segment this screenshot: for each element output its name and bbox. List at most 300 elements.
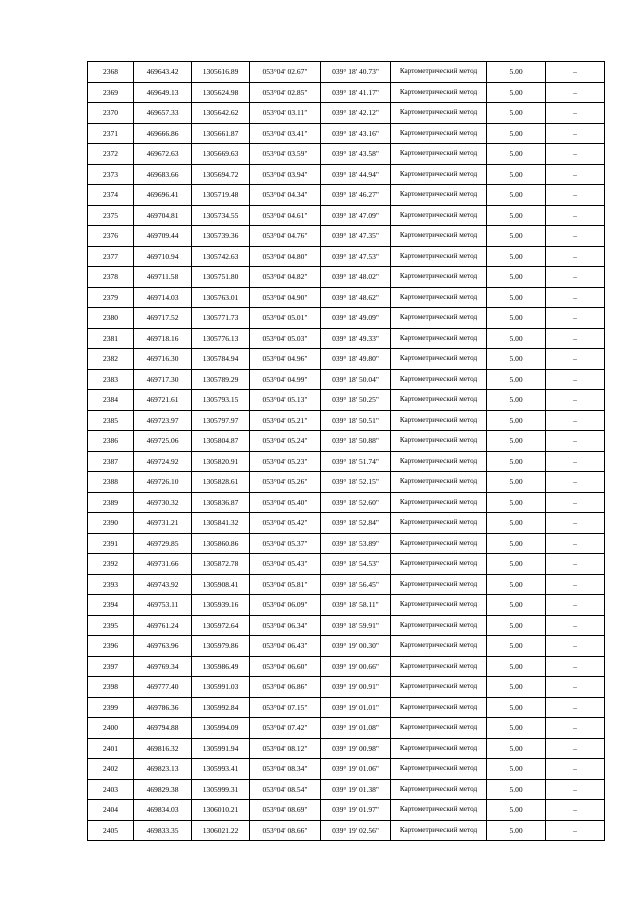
longitude-cell: 039° 18' 50.04" — [321, 369, 391, 390]
point-number-cell: 2405 — [88, 820, 134, 841]
x-coordinate-cell: 469731.66 — [134, 554, 192, 575]
latitude-cell: 053°04' 08.12" — [250, 738, 321, 759]
latitude-cell: 053°04' 05.43" — [250, 554, 321, 575]
point-number-cell: 2369 — [88, 82, 134, 103]
y-coordinate-cell: 1305789.29 — [192, 369, 250, 390]
method-cell: Картометрический метод — [391, 513, 487, 534]
point-number-cell: 2400 — [88, 718, 134, 739]
y-coordinate-cell: 1305642.62 — [192, 103, 250, 124]
table-row — [88, 123, 605, 144]
point-number-cell: 2388 — [88, 472, 134, 493]
latitude-cell: 053°04' 08.66" — [250, 820, 321, 841]
longitude-cell: 039° 18' 58.11" — [321, 595, 391, 616]
latitude-cell: 053°04' 02.67" — [250, 62, 321, 83]
longitude-cell: 039° 18' 47.09" — [321, 205, 391, 226]
method-cell: Картометрический метод — [391, 615, 487, 636]
y-coordinate-cell: 1305751.80 — [192, 267, 250, 288]
accuracy-cell: 5.00 — [487, 144, 546, 165]
longitude-cell: 039° 18' 43.58" — [321, 144, 391, 165]
accuracy-cell: 5.00 — [487, 677, 546, 698]
table-row — [88, 226, 605, 247]
longitude-cell: 039° 18' 46.27" — [321, 185, 391, 206]
x-coordinate-cell: 469709.44 — [134, 226, 192, 247]
x-coordinate-cell: 469743.92 — [134, 574, 192, 595]
method-cell: Картометрический метод — [391, 595, 487, 616]
latitude-cell: 053°04' 03.94" — [250, 164, 321, 185]
accuracy-cell: 5.00 — [487, 533, 546, 554]
latitude-cell: 053°04' 04.80" — [250, 246, 321, 267]
note-cell: – — [546, 431, 605, 452]
point-number-cell: 2372 — [88, 144, 134, 165]
coordinates-table — [87, 61, 605, 841]
y-coordinate-cell: 1305939.16 — [192, 595, 250, 616]
note-cell: – — [546, 390, 605, 411]
accuracy-cell: 5.00 — [487, 82, 546, 103]
accuracy-cell: 5.00 — [487, 410, 546, 431]
table-row — [88, 410, 605, 431]
latitude-cell: 053°04' 05.81" — [250, 574, 321, 595]
point-number-cell: 2376 — [88, 226, 134, 247]
note-cell: – — [546, 615, 605, 636]
y-coordinate-cell: 1305734.55 — [192, 205, 250, 226]
y-coordinate-cell: 1306010.21 — [192, 800, 250, 821]
longitude-cell: 039° 19' 00.91" — [321, 677, 391, 698]
longitude-cell: 039° 18' 50.25" — [321, 390, 391, 411]
note-cell: – — [546, 595, 605, 616]
point-number-cell: 2402 — [88, 759, 134, 780]
table-row — [88, 185, 605, 206]
longitude-cell: 039° 18' 56.45" — [321, 574, 391, 595]
longitude-cell: 039° 18' 59.91" — [321, 615, 391, 636]
latitude-cell: 053°04' 03.11" — [250, 103, 321, 124]
point-number-cell: 2381 — [88, 328, 134, 349]
note-cell: – — [546, 759, 605, 780]
x-coordinate-cell: 469710.94 — [134, 246, 192, 267]
accuracy-cell: 5.00 — [487, 369, 546, 390]
y-coordinate-cell: 1305872.78 — [192, 554, 250, 575]
longitude-cell: 039° 18' 54.53" — [321, 554, 391, 575]
point-number-cell: 2386 — [88, 431, 134, 452]
longitude-cell: 039° 18' 44.94" — [321, 164, 391, 185]
note-cell: – — [546, 287, 605, 308]
note-cell: – — [546, 472, 605, 493]
latitude-cell: 053°04' 04.76" — [250, 226, 321, 247]
latitude-cell: 053°04' 07.15" — [250, 697, 321, 718]
note-cell: – — [546, 164, 605, 185]
x-coordinate-cell: 469730.32 — [134, 492, 192, 513]
y-coordinate-cell: 1305616.89 — [192, 62, 250, 83]
point-number-cell: 2370 — [88, 103, 134, 124]
accuracy-cell: 5.00 — [487, 390, 546, 411]
longitude-cell: 039° 19' 01.38" — [321, 779, 391, 800]
x-coordinate-cell: 469834.03 — [134, 800, 192, 821]
y-coordinate-cell: 1305992.84 — [192, 697, 250, 718]
x-coordinate-cell: 469643.42 — [134, 62, 192, 83]
table-row — [88, 595, 605, 616]
y-coordinate-cell: 1305986.49 — [192, 656, 250, 677]
note-cell: – — [546, 800, 605, 821]
accuracy-cell: 5.00 — [487, 800, 546, 821]
accuracy-cell: 5.00 — [487, 492, 546, 513]
method-cell: Картометрический метод — [391, 328, 487, 349]
latitude-cell: 053°04' 04.61" — [250, 205, 321, 226]
accuracy-cell: 5.00 — [487, 205, 546, 226]
latitude-cell: 053°04' 08.54" — [250, 779, 321, 800]
point-number-cell: 2394 — [88, 595, 134, 616]
accuracy-cell: 5.00 — [487, 656, 546, 677]
y-coordinate-cell: 1305991.03 — [192, 677, 250, 698]
accuracy-cell: 5.00 — [487, 718, 546, 739]
point-number-cell: 2404 — [88, 800, 134, 821]
longitude-cell: 039° 18' 50.51" — [321, 410, 391, 431]
latitude-cell: 053°04' 07.42" — [250, 718, 321, 739]
table-row — [88, 820, 605, 841]
y-coordinate-cell: 1305836.87 — [192, 492, 250, 513]
latitude-cell: 053°04' 04.99" — [250, 369, 321, 390]
latitude-cell: 053°04' 05.24" — [250, 431, 321, 452]
method-cell: Картометрический метод — [391, 164, 487, 185]
y-coordinate-cell: 1305771.73 — [192, 308, 250, 329]
x-coordinate-cell: 469666.86 — [134, 123, 192, 144]
method-cell: Картометрический метод — [391, 123, 487, 144]
table-row — [88, 636, 605, 657]
latitude-cell: 053°04' 02.85" — [250, 82, 321, 103]
method-cell: Картометрический метод — [391, 492, 487, 513]
table-row — [88, 615, 605, 636]
table-row — [88, 287, 605, 308]
x-coordinate-cell: 469769.34 — [134, 656, 192, 677]
point-number-cell: 2377 — [88, 246, 134, 267]
note-cell: – — [546, 267, 605, 288]
x-coordinate-cell: 469716.30 — [134, 349, 192, 370]
point-number-cell: 2401 — [88, 738, 134, 759]
table-row — [88, 82, 605, 103]
table-row — [88, 267, 605, 288]
method-cell: Картометрический метод — [391, 738, 487, 759]
x-coordinate-cell: 469725.06 — [134, 431, 192, 452]
x-coordinate-cell: 469717.52 — [134, 308, 192, 329]
x-coordinate-cell: 469714.03 — [134, 287, 192, 308]
note-cell: – — [546, 574, 605, 595]
note-cell: – — [546, 103, 605, 124]
longitude-cell: 039° 18' 52.15" — [321, 472, 391, 493]
x-coordinate-cell: 469717.30 — [134, 369, 192, 390]
table-row — [88, 349, 605, 370]
note-cell: – — [546, 554, 605, 575]
table-row — [88, 779, 605, 800]
table-row — [88, 472, 605, 493]
longitude-cell: 039° 18' 52.84" — [321, 513, 391, 534]
x-coordinate-cell: 469649.13 — [134, 82, 192, 103]
longitude-cell: 039° 18' 40.73" — [321, 62, 391, 83]
latitude-cell: 053°04' 03.59" — [250, 144, 321, 165]
method-cell: Картометрический метод — [391, 800, 487, 821]
y-coordinate-cell: 1305979.86 — [192, 636, 250, 657]
y-coordinate-cell: 1305908.41 — [192, 574, 250, 595]
point-number-cell: 2393 — [88, 574, 134, 595]
method-cell: Картометрический метод — [391, 574, 487, 595]
longitude-cell: 039° 19' 00.30" — [321, 636, 391, 657]
longitude-cell: 039° 19' 01.08" — [321, 718, 391, 739]
latitude-cell: 053°04' 06.60" — [250, 656, 321, 677]
method-cell: Картометрический метод — [391, 410, 487, 431]
accuracy-cell: 5.00 — [487, 267, 546, 288]
method-cell: Картометрический метод — [391, 267, 487, 288]
latitude-cell: 053°04' 05.13" — [250, 390, 321, 411]
point-number-cell: 2378 — [88, 267, 134, 288]
method-cell: Картометрический метод — [391, 759, 487, 780]
table-row — [88, 574, 605, 595]
method-cell: Картометрический метод — [391, 718, 487, 739]
note-cell: – — [546, 697, 605, 718]
method-cell: Картометрический метод — [391, 390, 487, 411]
latitude-cell: 053°04' 08.34" — [250, 759, 321, 780]
accuracy-cell: 5.00 — [487, 451, 546, 472]
method-cell: Картометрический метод — [391, 697, 487, 718]
point-number-cell: 2397 — [88, 656, 134, 677]
point-number-cell: 2379 — [88, 287, 134, 308]
table-body — [88, 62, 605, 841]
note-cell: – — [546, 636, 605, 657]
latitude-cell: 053°04' 04.82" — [250, 267, 321, 288]
accuracy-cell: 5.00 — [487, 287, 546, 308]
method-cell: Картометрический метод — [391, 820, 487, 841]
y-coordinate-cell: 1305993.41 — [192, 759, 250, 780]
x-coordinate-cell: 469704.81 — [134, 205, 192, 226]
y-coordinate-cell: 1305742.63 — [192, 246, 250, 267]
method-cell: Картометрический метод — [391, 103, 487, 124]
accuracy-cell: 5.00 — [487, 738, 546, 759]
x-coordinate-cell: 469823.13 — [134, 759, 192, 780]
method-cell: Картометрический метод — [391, 431, 487, 452]
y-coordinate-cell: 1305661.87 — [192, 123, 250, 144]
x-coordinate-cell: 469683.66 — [134, 164, 192, 185]
y-coordinate-cell: 1305860.86 — [192, 533, 250, 554]
accuracy-cell: 5.00 — [487, 246, 546, 267]
accuracy-cell: 5.00 — [487, 308, 546, 329]
accuracy-cell: 5.00 — [487, 513, 546, 534]
y-coordinate-cell: 1305719.48 — [192, 185, 250, 206]
x-coordinate-cell: 469794.88 — [134, 718, 192, 739]
point-number-cell: 2383 — [88, 369, 134, 390]
method-cell: Картометрический метод — [391, 62, 487, 83]
accuracy-cell: 5.00 — [487, 62, 546, 83]
x-coordinate-cell: 469672.63 — [134, 144, 192, 165]
table-row — [88, 144, 605, 165]
latitude-cell: 053°04' 05.01" — [250, 308, 321, 329]
note-cell: – — [546, 779, 605, 800]
note-cell: – — [546, 226, 605, 247]
longitude-cell: 039° 19' 01.01" — [321, 697, 391, 718]
note-cell: – — [546, 451, 605, 472]
longitude-cell: 039° 18' 49.33" — [321, 328, 391, 349]
method-cell: Картометрический метод — [391, 185, 487, 206]
latitude-cell: 053°04' 03.41" — [250, 123, 321, 144]
latitude-cell: 053°04' 05.21" — [250, 410, 321, 431]
longitude-cell: 039° 18' 47.53" — [321, 246, 391, 267]
latitude-cell: 053°04' 05.23" — [250, 451, 321, 472]
point-number-cell: 2387 — [88, 451, 134, 472]
accuracy-cell: 5.00 — [487, 595, 546, 616]
accuracy-cell: 5.00 — [487, 574, 546, 595]
x-coordinate-cell: 469816.32 — [134, 738, 192, 759]
note-cell: – — [546, 349, 605, 370]
note-cell: – — [546, 62, 605, 83]
table-row — [88, 677, 605, 698]
accuracy-cell: 5.00 — [487, 472, 546, 493]
note-cell: – — [546, 533, 605, 554]
point-number-cell: 2399 — [88, 697, 134, 718]
point-number-cell: 2392 — [88, 554, 134, 575]
method-cell: Картометрический метод — [391, 656, 487, 677]
y-coordinate-cell: 1305793.15 — [192, 390, 250, 411]
x-coordinate-cell: 469777.40 — [134, 677, 192, 698]
x-coordinate-cell: 469724.92 — [134, 451, 192, 472]
x-coordinate-cell: 469731.21 — [134, 513, 192, 534]
note-cell: – — [546, 656, 605, 677]
table-row — [88, 697, 605, 718]
point-number-cell: 2373 — [88, 164, 134, 185]
note-cell: – — [546, 328, 605, 349]
y-coordinate-cell: 1305776.13 — [192, 328, 250, 349]
latitude-cell: 053°04' 05.40" — [250, 492, 321, 513]
latitude-cell: 053°04' 06.86" — [250, 677, 321, 698]
longitude-cell: 039° 19' 01.06" — [321, 759, 391, 780]
table-row — [88, 759, 605, 780]
point-number-cell: 2395 — [88, 615, 134, 636]
table-row — [88, 205, 605, 226]
table-row — [88, 533, 605, 554]
note-cell: – — [546, 513, 605, 534]
x-coordinate-cell: 469763.96 — [134, 636, 192, 657]
table-row — [88, 718, 605, 739]
longitude-cell: 039° 19' 02.56" — [321, 820, 391, 841]
point-number-cell: 2375 — [88, 205, 134, 226]
longitude-cell: 039° 19' 01.97" — [321, 800, 391, 821]
accuracy-cell: 5.00 — [487, 103, 546, 124]
point-number-cell: 2385 — [88, 410, 134, 431]
table-row — [88, 451, 605, 472]
point-number-cell: 2390 — [88, 513, 134, 534]
accuracy-cell: 5.00 — [487, 554, 546, 575]
x-coordinate-cell: 469657.33 — [134, 103, 192, 124]
accuracy-cell: 5.00 — [487, 759, 546, 780]
x-coordinate-cell: 469753.11 — [134, 595, 192, 616]
longitude-cell: 039° 18' 49.09" — [321, 308, 391, 329]
point-number-cell: 2374 — [88, 185, 134, 206]
method-cell: Картометрический метод — [391, 472, 487, 493]
table-row — [88, 308, 605, 329]
accuracy-cell: 5.00 — [487, 615, 546, 636]
point-number-cell: 2403 — [88, 779, 134, 800]
method-cell: Картометрический метод — [391, 349, 487, 370]
x-coordinate-cell: 469726.10 — [134, 472, 192, 493]
x-coordinate-cell: 469711.58 — [134, 267, 192, 288]
note-cell: – — [546, 410, 605, 431]
table-row — [88, 164, 605, 185]
accuracy-cell: 5.00 — [487, 328, 546, 349]
x-coordinate-cell: 469786.36 — [134, 697, 192, 718]
note-cell: – — [546, 820, 605, 841]
latitude-cell: 053°04' 06.34" — [250, 615, 321, 636]
note-cell: – — [546, 123, 605, 144]
note-cell: – — [546, 185, 605, 206]
method-cell: Картометрический метод — [391, 246, 487, 267]
table-row — [88, 369, 605, 390]
x-coordinate-cell: 469829.38 — [134, 779, 192, 800]
accuracy-cell: 5.00 — [487, 185, 546, 206]
method-cell: Картометрический метод — [391, 369, 487, 390]
y-coordinate-cell: 1306021.22 — [192, 820, 250, 841]
table-row — [88, 738, 605, 759]
latitude-cell: 053°04' 06.43" — [250, 636, 321, 657]
method-cell: Картометрический метод — [391, 451, 487, 472]
note-cell: – — [546, 144, 605, 165]
longitude-cell: 039° 19' 00.66" — [321, 656, 391, 677]
accuracy-cell: 5.00 — [487, 636, 546, 657]
longitude-cell: 039° 18' 43.16" — [321, 123, 391, 144]
table-row — [88, 431, 605, 452]
latitude-cell: 053°04' 04.96" — [250, 349, 321, 370]
longitude-cell: 039° 18' 49.80" — [321, 349, 391, 370]
y-coordinate-cell: 1305991.94 — [192, 738, 250, 759]
accuracy-cell: 5.00 — [487, 820, 546, 841]
note-cell: – — [546, 492, 605, 513]
x-coordinate-cell: 469721.61 — [134, 390, 192, 411]
latitude-cell: 053°04' 05.26" — [250, 472, 321, 493]
y-coordinate-cell: 1305669.63 — [192, 144, 250, 165]
table-row — [88, 800, 605, 821]
accuracy-cell: 5.00 — [487, 349, 546, 370]
method-cell: Картометрический метод — [391, 308, 487, 329]
longitude-cell: 039° 18' 42.12" — [321, 103, 391, 124]
note-cell: – — [546, 369, 605, 390]
table-row — [88, 492, 605, 513]
latitude-cell: 053°04' 04.34" — [250, 185, 321, 206]
y-coordinate-cell: 1305784.94 — [192, 349, 250, 370]
table-row — [88, 513, 605, 534]
method-cell: Картометрический метод — [391, 677, 487, 698]
x-coordinate-cell: 469723.97 — [134, 410, 192, 431]
table-row — [88, 554, 605, 575]
accuracy-cell: 5.00 — [487, 123, 546, 144]
method-cell: Картометрический метод — [391, 82, 487, 103]
y-coordinate-cell: 1305999.31 — [192, 779, 250, 800]
point-number-cell: 2398 — [88, 677, 134, 698]
latitude-cell: 053°04' 08.69" — [250, 800, 321, 821]
x-coordinate-cell: 469761.24 — [134, 615, 192, 636]
point-number-cell: 2396 — [88, 636, 134, 657]
note-cell: – — [546, 738, 605, 759]
table-row — [88, 103, 605, 124]
latitude-cell: 053°04' 05.37" — [250, 533, 321, 554]
longitude-cell: 039° 18' 41.17" — [321, 82, 391, 103]
y-coordinate-cell: 1305994.09 — [192, 718, 250, 739]
point-number-cell: 2384 — [88, 390, 134, 411]
point-number-cell: 2382 — [88, 349, 134, 370]
y-coordinate-cell: 1305841.32 — [192, 513, 250, 534]
method-cell: Картометрический метод — [391, 533, 487, 554]
method-cell: Картометрический метод — [391, 287, 487, 308]
longitude-cell: 039° 18' 48.62" — [321, 287, 391, 308]
longitude-cell: 039° 18' 51.74" — [321, 451, 391, 472]
accuracy-cell: 5.00 — [487, 431, 546, 452]
y-coordinate-cell: 1305739.36 — [192, 226, 250, 247]
note-cell: – — [546, 718, 605, 739]
latitude-cell: 053°04' 05.03" — [250, 328, 321, 349]
x-coordinate-cell: 469729.85 — [134, 533, 192, 554]
point-number-cell: 2371 — [88, 123, 134, 144]
